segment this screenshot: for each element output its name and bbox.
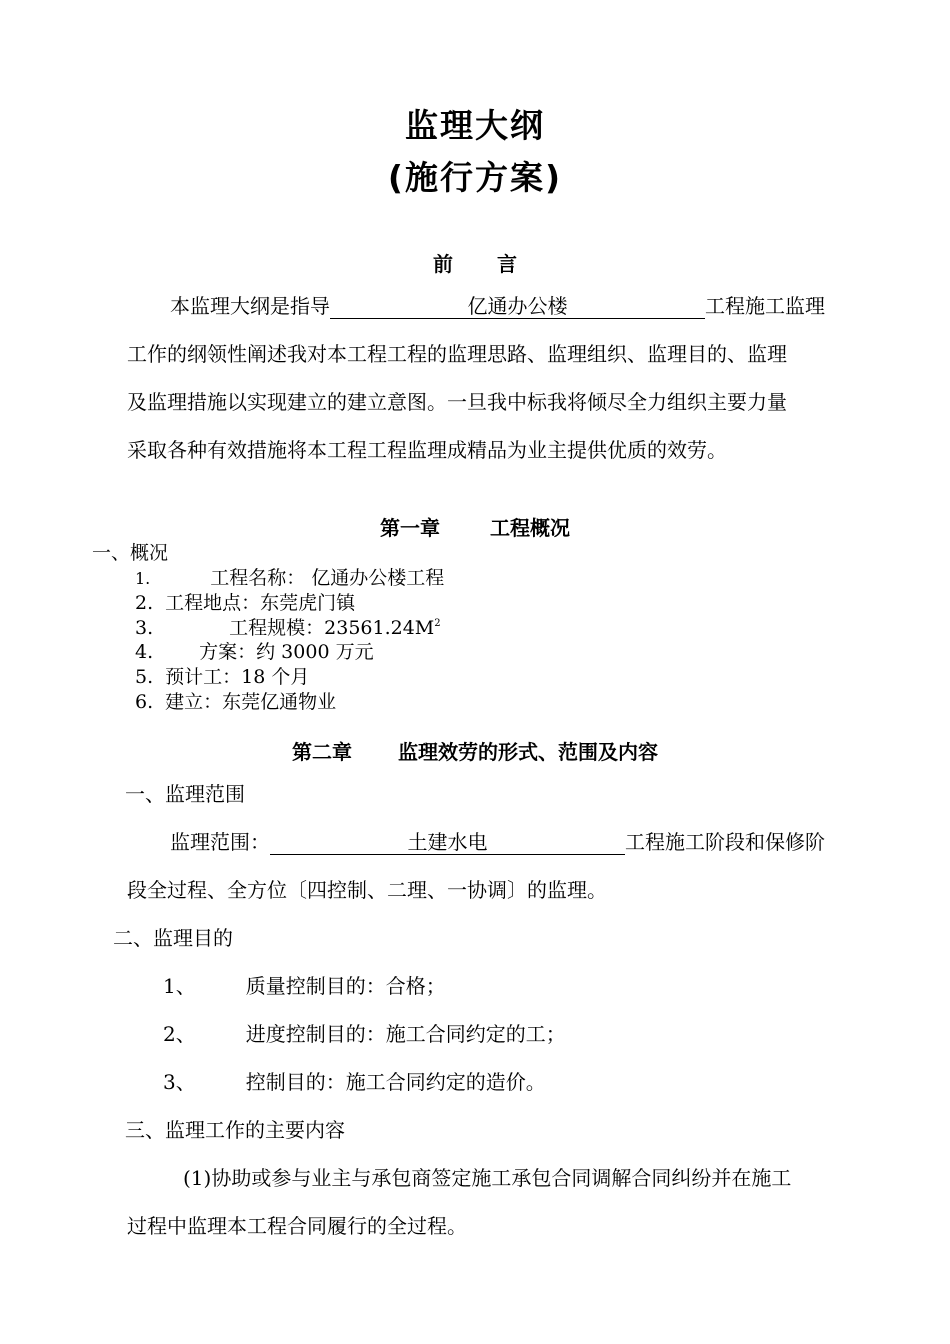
chapter1-section-heading: 一、概况 <box>92 542 169 564</box>
chapter2-heading: 第二章 监理效劳的形式、范围及内容 <box>292 740 658 764</box>
preface-line-3: 及监理措施以实现建立的建立意图。一旦我中标我将倾尽全力组织主要力量 <box>127 390 787 414</box>
overview-item: 5. 预计工：18 个月 <box>135 666 310 688</box>
document-title: 监理大纲 <box>405 106 545 145</box>
chapter1-heading: 第一章 工程概况 <box>380 516 570 540</box>
preface-line-1: 本监理大纲是指导 亿通办公楼 工程施工监理 <box>170 294 825 318</box>
preface-line-4: 采取各种有效措施将本工程工程监理成精品为业主提供优质的效劳。 <box>127 438 727 462</box>
preface-line-2: 工作的纲领性阐述我对本工程工程的监理思路、监理组织、监理目的、监理 <box>127 342 787 366</box>
content-line-2: 过程中监理本工程合同履行的全过程。 <box>127 1214 467 1238</box>
goal-item: 3、 控制目的：施工合同约定的造价。 <box>163 1070 546 1094</box>
goal-item: 1、 质量控制目的：合格； <box>163 974 446 998</box>
overview-item: 1. 工程名称： 亿通办公楼工程 <box>135 567 445 589</box>
content-section-heading: 三、监理工作的主要内容 <box>125 1118 345 1142</box>
scope-line-2: 段全过程、全方位〔四控制、二理、一协调〕的监理。 <box>127 878 607 902</box>
overview-item: 3. 工程规模：$23561.24M^2$ <box>135 617 441 639</box>
overview-item: 4. 方案：约 3000 万元 <box>135 641 374 663</box>
content-line-1: (1)协助或参与业主与承包商签定施工承包合同调解合同纠纷并在施工 <box>183 1166 792 1190</box>
preface-heading: 前 言 <box>433 252 517 276</box>
document-subtitle: (施行方案) <box>387 158 563 197</box>
scope-section-heading: 一、监理范围 <box>125 782 245 806</box>
overview-item: 6. 建立：东莞亿通物业 <box>135 691 337 713</box>
goals-section-heading: 二、监理目的 <box>113 926 233 950</box>
goal-item: 2、 进度控制目的：施工合同约定的工； <box>163 1022 566 1046</box>
overview-item: 2. 工程地点：东莞虎门镇 <box>135 592 356 614</box>
scope-line-1: 监理范围： 土建水电 工程施工阶段和保修阶 <box>170 830 825 854</box>
project-name-fill: 亿通办公楼 <box>330 295 705 319</box>
scope-fill: 土建水电 <box>270 831 625 855</box>
